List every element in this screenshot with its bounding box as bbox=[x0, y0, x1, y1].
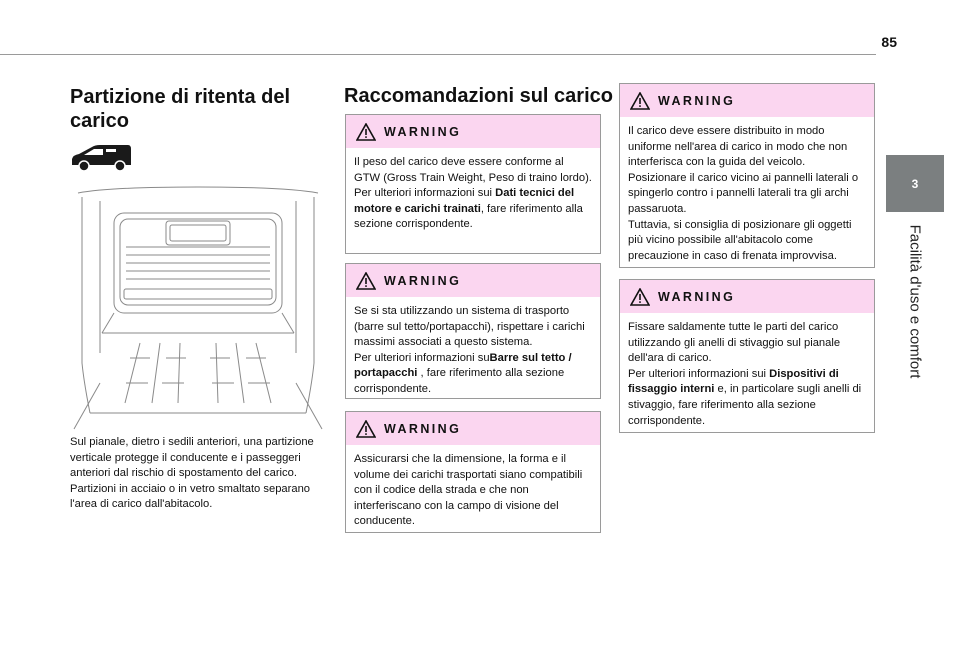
warning-box-load-size bbox=[345, 411, 601, 533]
warning-text: , fare riferimento alla sezione corrispondente. bbox=[354, 367, 565, 395]
intro-text bbox=[70, 435, 326, 513]
warning-text: Il carico deve essere distribuito in modo uniforme nell'area di carico in modo che non interferisca con la guida del veicolo. bbox=[628, 125, 848, 169]
warning-text: Assicurarsi che la dimensione, la forma e il volume dei carichi trasportati siano compatibili con il codice della strada e che non interferiscano con la campo di visione del conducente. bbox=[354, 453, 583, 528]
chapter-tab[interactable]: 3 bbox=[886, 155, 944, 212]
section-title bbox=[70, 85, 326, 133]
cargo-partition-illustration bbox=[70, 183, 326, 433]
warning-box-distribution bbox=[619, 83, 875, 268]
warning-triangle-icon bbox=[356, 272, 376, 290]
chapter-title bbox=[886, 214, 944, 389]
warning-text: Per ulteriori informazioni su bbox=[354, 351, 490, 364]
warning-box-roof-bars bbox=[345, 263, 601, 399]
left-column bbox=[70, 85, 326, 133]
warning-header bbox=[620, 84, 874, 117]
warning-text: Posizionare il carico vicino ai pannelli laterali o spingerlo contro i pannelli laterali tra gli archi passaruota. bbox=[628, 171, 859, 215]
intro-paragraph-1: Sul pianale, dietro i sedili anteriori, una partizione verticale protegge il conducente e i passeggeri anteriori dal rischio di spostamento del carico. bbox=[70, 436, 314, 480]
warning-label: WARNING bbox=[658, 289, 736, 304]
warning-triangle-icon bbox=[356, 420, 376, 438]
intro-paragraph-2: Partizioni in acciaio o in vetro smaltato separano l'area di carico dall'abitacolo. bbox=[70, 482, 311, 511]
warning-reference: Dispositivi di fissaggio interni bbox=[628, 367, 839, 396]
warning-header bbox=[346, 412, 600, 445]
warning-label: WARNING bbox=[658, 93, 736, 108]
warning-box-fastening bbox=[619, 279, 875, 433]
warning-triangle-icon bbox=[630, 92, 650, 110]
section-title-line1: Partizione di ritenta del bbox=[70, 86, 291, 108]
warning-text: e, in particolare sugli anelli di stivaggio, fare riferimento alla sezione corrispondente. bbox=[628, 383, 862, 427]
warning-text: Tuttavia, si consiglia di posizionare gli oggetti più vicino possibile all'abitacolo come precauzione in caso di frenata improvvisa. bbox=[628, 218, 852, 262]
warning-text: Per ulteriori informazioni sui bbox=[628, 367, 770, 380]
warning-header bbox=[620, 280, 874, 313]
warning-label: WARNING bbox=[384, 273, 462, 288]
warning-header bbox=[346, 115, 600, 148]
warning-triangle-icon bbox=[630, 288, 650, 306]
warning-box-gtw bbox=[345, 114, 601, 254]
section-title-line2: carico bbox=[70, 110, 129, 132]
van-side-icon bbox=[70, 143, 132, 175]
warning-reference: Dati tecnici del motore e carichi trainati bbox=[354, 187, 575, 215]
warning-label: WARNING bbox=[384, 124, 462, 139]
warning-text: Se si sta utilizzando un sistema di trasporto (barre sul tetto/portapacchi), rispettare i carichi massimi associati a questo sistema. bbox=[354, 305, 585, 349]
warning-text: , fare riferimento alla sezione corrispondente. bbox=[354, 202, 583, 231]
warning-reference: Barre sul tetto / portapacchi bbox=[354, 351, 572, 380]
header-divider bbox=[0, 54, 876, 55]
warning-triangle-icon bbox=[356, 123, 376, 141]
warning-text: Fissare saldamente tutte le parti del carico utilizzando gli anelli di stivaggio sul pianale dell'ara di carico. bbox=[628, 321, 841, 365]
recommendations-title: Raccomandazioni sul carico bbox=[344, 85, 613, 107]
warning-text: Il peso del carico deve essere conforme al GTW (Gross Train Weight, Peso di traino lordo). bbox=[354, 156, 592, 184]
chapter-title-text: Facilità d'uso e comfort bbox=[906, 224, 924, 379]
warning-text: Per ulteriori informazioni sui bbox=[354, 187, 496, 200]
warning-header bbox=[346, 264, 600, 297]
page-number: 85 bbox=[881, 34, 897, 50]
warning-label: WARNING bbox=[384, 421, 462, 436]
